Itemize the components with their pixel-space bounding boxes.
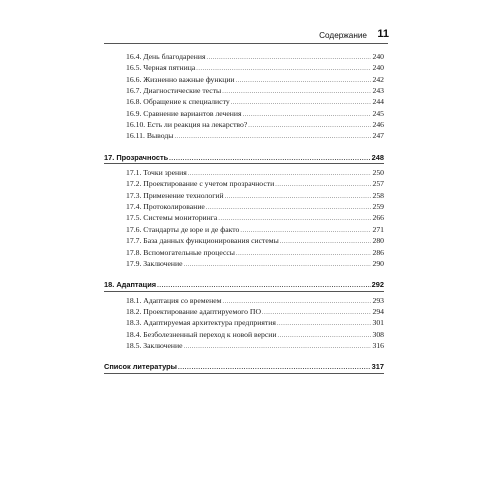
leader-dots — [178, 363, 371, 374]
toc-entry-page: 250 — [372, 168, 384, 178]
chapter-label: 18. Адаптация — [104, 280, 157, 290]
toc-entry-label: 17.7. База данных функционирования системы — [126, 236, 279, 246]
toc-entry-page: 280 — [372, 236, 384, 246]
toc-entry-page: 308 — [372, 329, 384, 339]
toc-entry — [104, 178, 384, 189]
leader-dots — [275, 180, 371, 191]
header-rule — [104, 43, 388, 44]
toc-entry — [104, 119, 384, 130]
leader-dots — [236, 249, 372, 260]
leader-dots — [231, 98, 372, 109]
toc-entry-label: 17.5. Системы мониторинга — [126, 213, 218, 223]
toc-entry-page: 293 — [372, 295, 384, 305]
toc-entry-page: 316 — [372, 340, 384, 350]
leader-dots — [157, 281, 371, 292]
page-number: 11 — [377, 28, 389, 40]
toc-entry-label: 16.6. Жизненно важные функции — [126, 74, 235, 84]
toc-entry-label: 18.3. Адаптируемая архитектура предприятия — [126, 318, 276, 328]
toc-entry-page: 246 — [372, 120, 384, 130]
toc-entry-page: 242 — [372, 74, 384, 84]
toc-entry — [104, 212, 384, 223]
toc-entry — [104, 62, 384, 73]
toc-entry-page: 243 — [372, 86, 384, 96]
toc-entry — [104, 306, 384, 317]
toc-entry — [104, 258, 384, 269]
toc-entry-page: 244 — [372, 97, 384, 107]
toc-entry-label: 16.10. Есть ли реакция на лекарство? — [126, 120, 248, 130]
toc-entry-label: 17.8. Вспомогательные процессы — [126, 247, 235, 257]
toc-entry-label: 18.4. Безболезненный переход к новой версии — [126, 329, 277, 339]
toc-entry-label: 18.5. Заключение — [126, 340, 183, 350]
toc-entry-label: 16.9. Сравнение вариантов лечения — [126, 108, 242, 118]
leader-dots — [206, 203, 372, 214]
toc-entry-page: 247 — [372, 131, 384, 141]
toc-entry — [104, 108, 384, 119]
toc-entry — [104, 74, 384, 85]
toc-entry — [104, 96, 384, 107]
toc-entry-label: 18.2. Проектирование адаптируемого ПО — [126, 306, 261, 316]
toc-entry-page: 286 — [372, 247, 384, 257]
toc-entry-page: 259 — [372, 202, 384, 212]
toc-entry-page: 301 — [372, 318, 384, 328]
bibliography-page: 317 — [371, 362, 384, 372]
toc-entry — [104, 51, 384, 62]
toc-entry-label: 17.3. Применение технологий — [126, 190, 224, 200]
toc-entry — [104, 130, 384, 141]
toc-entry-label: 16.11. Выводы — [126, 131, 174, 141]
toc-entry — [104, 167, 384, 178]
toc-entry-label: 18.1. Адаптация со временем — [126, 295, 222, 305]
running-title: Содержание — [319, 31, 367, 40]
toc-entry-page: 240 — [372, 52, 384, 61]
leader-dots — [184, 342, 372, 353]
toc-entry — [104, 190, 384, 201]
chapter-page: 248 — [371, 152, 384, 162]
toc-chapter-17 — [104, 152, 384, 163]
toc-entry-page: 290 — [372, 258, 384, 268]
toc-entry-label: 17.1. Точки зрения — [126, 168, 187, 178]
toc-bibliography — [104, 361, 384, 372]
toc-entry-page: 266 — [372, 213, 384, 223]
toc-entry-label: 17.2. Проектирование с учетом прозрачности — [126, 179, 275, 189]
toc-entry — [104, 247, 384, 258]
toc-entry-page: 258 — [372, 190, 384, 200]
toc-entry-label: 16.4. День благодарения — [126, 52, 206, 61]
toc-entry — [104, 295, 384, 306]
toc-entry — [104, 85, 384, 96]
toc-entry — [104, 235, 384, 246]
toc-entry — [104, 317, 384, 328]
leader-dots — [222, 87, 371, 98]
leader-dots — [243, 110, 372, 121]
leader-dots — [248, 121, 371, 132]
toc-entry-page: 257 — [372, 179, 384, 189]
toc-chapter-18 — [104, 279, 384, 290]
toc-entry-label: 16.5. Черная пятница — [126, 63, 196, 73]
leader-dots — [174, 132, 371, 143]
chapter-page: 292 — [371, 280, 384, 290]
toc-entry-label: 17.9. Заключение — [126, 258, 183, 268]
leader-dots — [206, 53, 371, 64]
toc-entry — [104, 329, 384, 340]
toc-entry-label: 17.4. Протоколирование — [126, 202, 205, 212]
toc-entry-page: 271 — [372, 224, 384, 234]
leader-dots — [277, 319, 372, 330]
toc-entry-page: 294 — [372, 306, 384, 316]
bibliography-label: Список литературы — [104, 362, 177, 372]
leader-dots — [218, 214, 371, 225]
chapter-label: 17. Прозрачность — [104, 152, 169, 162]
toc-entry-label: 16.8. Обращение к специалисту — [126, 97, 230, 107]
leader-dots — [262, 308, 371, 319]
toc-entry-label: 17.6. Стандарты де юре и де факто — [126, 224, 240, 234]
toc-entry — [104, 201, 384, 212]
leader-dots — [236, 76, 372, 87]
leader-dots — [169, 154, 371, 165]
toc-entry — [104, 340, 384, 351]
toc-entry — [104, 224, 384, 235]
leader-dots — [225, 192, 372, 203]
leader-dots — [280, 237, 372, 248]
toc-entry-page: 245 — [372, 108, 384, 118]
toc-entry-label: 16.7. Диагностические тесты — [126, 86, 222, 96]
leader-dots — [277, 331, 371, 342]
leader-dots — [184, 260, 372, 271]
toc-entry-page: 240 — [372, 63, 384, 73]
table-of-contents — [104, 51, 384, 374]
